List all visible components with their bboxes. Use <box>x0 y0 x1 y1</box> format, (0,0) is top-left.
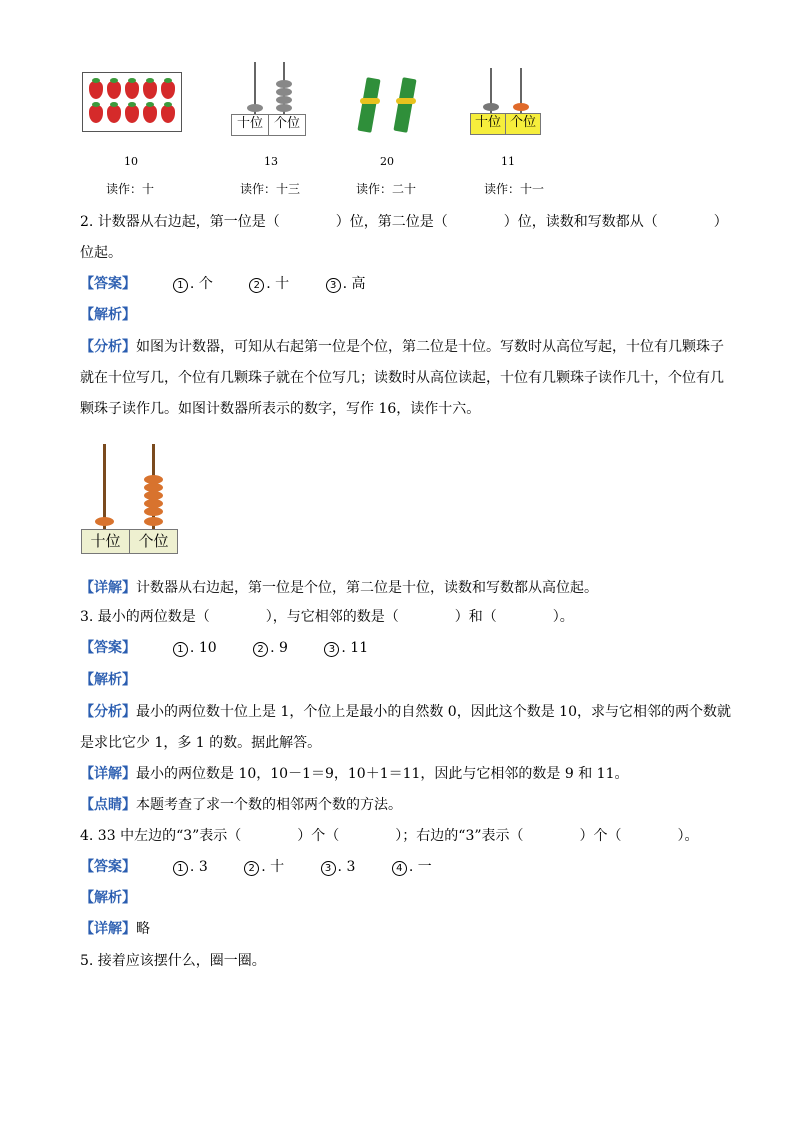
analysis-tag: 【解析】 <box>80 672 136 688</box>
answer-value: 个 <box>198 276 213 292</box>
answer-value: 10 <box>198 640 217 656</box>
answer-value: 一 <box>417 859 432 875</box>
answer-value: 3 <box>198 859 208 875</box>
tens-label: 十位 <box>470 113 506 135</box>
question-3-dianjing <box>80 795 402 815</box>
read-as-label: 读作：十一 <box>484 182 545 196</box>
question-3-analysis <box>80 702 731 722</box>
question-2-detail <box>80 578 598 598</box>
read-as-label: 读作：十三 <box>240 182 301 196</box>
fenxi-tag: 【分析】 <box>80 704 136 720</box>
question-3-stem: 3. 最小的两位数是（ ），与它相邻的数是（ ）和（ ）。 <box>80 609 574 625</box>
analysis-text: 颗珠子读作几。如图计数器所表示的数字，写作 16，读作十六。 <box>80 401 481 417</box>
read-as-label: 读作：二十 <box>356 182 417 196</box>
detail-tag: 【详解】 <box>80 921 136 937</box>
analysis-text: 是求比它少 1，多 1 的数。据此解答。 <box>80 735 322 751</box>
answer-value: 十 <box>275 276 290 292</box>
detail-text: 最小的两位数是 10，10－1＝9，10＋1＝11，因此与它相邻的数是 9 和 11。 <box>136 766 629 782</box>
question-2-analysis <box>80 337 724 357</box>
detail-tag: 【详解】 <box>80 766 136 782</box>
answer-value: 9 <box>279 640 288 656</box>
tens-label: 十位 <box>81 529 130 554</box>
ones-label: 个位 <box>268 114 306 136</box>
answer-tag: 【答案】 <box>80 276 136 292</box>
question-5-stem: 5. 接着应该摆什么，圈一圈。 <box>80 953 266 969</box>
analysis-tag: 【解析】 <box>80 307 136 323</box>
detail-text: 计数器从右边起，第一位是个位，第二位是十位，读数和写数都从高位起。 <box>136 580 598 596</box>
analysis-text: 就在十位写几，个位有几颗珠子就在个位写几；读数时从高位读起，十位有几颗珠子读作几十，个位有几 <box>80 370 724 386</box>
option-mark: 3 <box>324 642 339 657</box>
read-as-label: 读作：十 <box>106 182 155 196</box>
question-3-detail <box>80 764 629 784</box>
answer-value: 3 <box>346 859 356 875</box>
option-mark: 2 <box>249 278 264 293</box>
detail-tag: 【详解】 <box>80 580 136 596</box>
question-4-stem: 4. 33 中左边的“3”表示（ ）个（ ）；右边的“3”表示（ ）个（ ）。 <box>80 828 699 844</box>
answer-value: 11 <box>350 640 369 656</box>
question-2-stem-cont: 位起。 <box>80 245 122 261</box>
analysis-text: 最小的两位数十位上是 1，个位上是最小的自然数 0，因此这个数是 10，求与它相邻的两个数就 <box>136 704 731 720</box>
picture-number: 10 <box>124 155 138 168</box>
analysis-text: 如图为计数器，可知从右起第一位是个位，第二位是十位。写数时从高位写起，十位有几颗珠子 <box>136 339 724 355</box>
option-mark: 3 <box>326 278 341 293</box>
picture-number: 13 <box>264 155 278 168</box>
strawberry-picture <box>82 72 182 132</box>
option-mark: 1 <box>173 642 188 657</box>
dianjing-tag: 【点睛】 <box>80 797 136 813</box>
answer-value: 十 <box>270 859 285 875</box>
detail-text: 略 <box>136 921 150 937</box>
question-3-answer: 【答案】 1 . 10 2 . 9 3 . 11 <box>80 640 369 656</box>
option-mark: 1 <box>173 861 188 876</box>
dianjing-text: 本题考查了求一个数的相邻两个数的方法。 <box>136 797 402 813</box>
answer-tag: 【答案】 <box>80 859 136 875</box>
fenxi-tag: 【分析】 <box>80 339 136 355</box>
tens-label: 十位 <box>231 114 269 136</box>
question-4-answer: 【答案】 1 . 3 2 . 十 3 . 3 4 . 一 <box>80 859 432 875</box>
analysis-tag: 【解析】 <box>80 890 136 906</box>
option-mark: 2 <box>253 642 268 657</box>
answer-value: 高 <box>351 276 366 292</box>
picture-number: 11 <box>501 155 515 168</box>
question-2-stem: 2. 计数器从右边起，第一位是（ ）位，第二位是（ ）位，读数和写数都从（ ） <box>80 214 728 230</box>
ones-label: 个位 <box>129 529 178 554</box>
option-mark: 1 <box>173 278 188 293</box>
option-mark: 4 <box>392 861 407 876</box>
option-mark: 3 <box>321 861 336 876</box>
ones-label: 个位 <box>505 113 541 135</box>
picture-number: 20 <box>380 155 394 168</box>
option-mark: 2 <box>244 861 259 876</box>
question-4-detail <box>80 919 150 939</box>
answer-tag: 【答案】 <box>80 640 136 656</box>
question-2-answer: 【答案】 1 . 个 2 . 十 3 . 高 <box>80 276 366 292</box>
